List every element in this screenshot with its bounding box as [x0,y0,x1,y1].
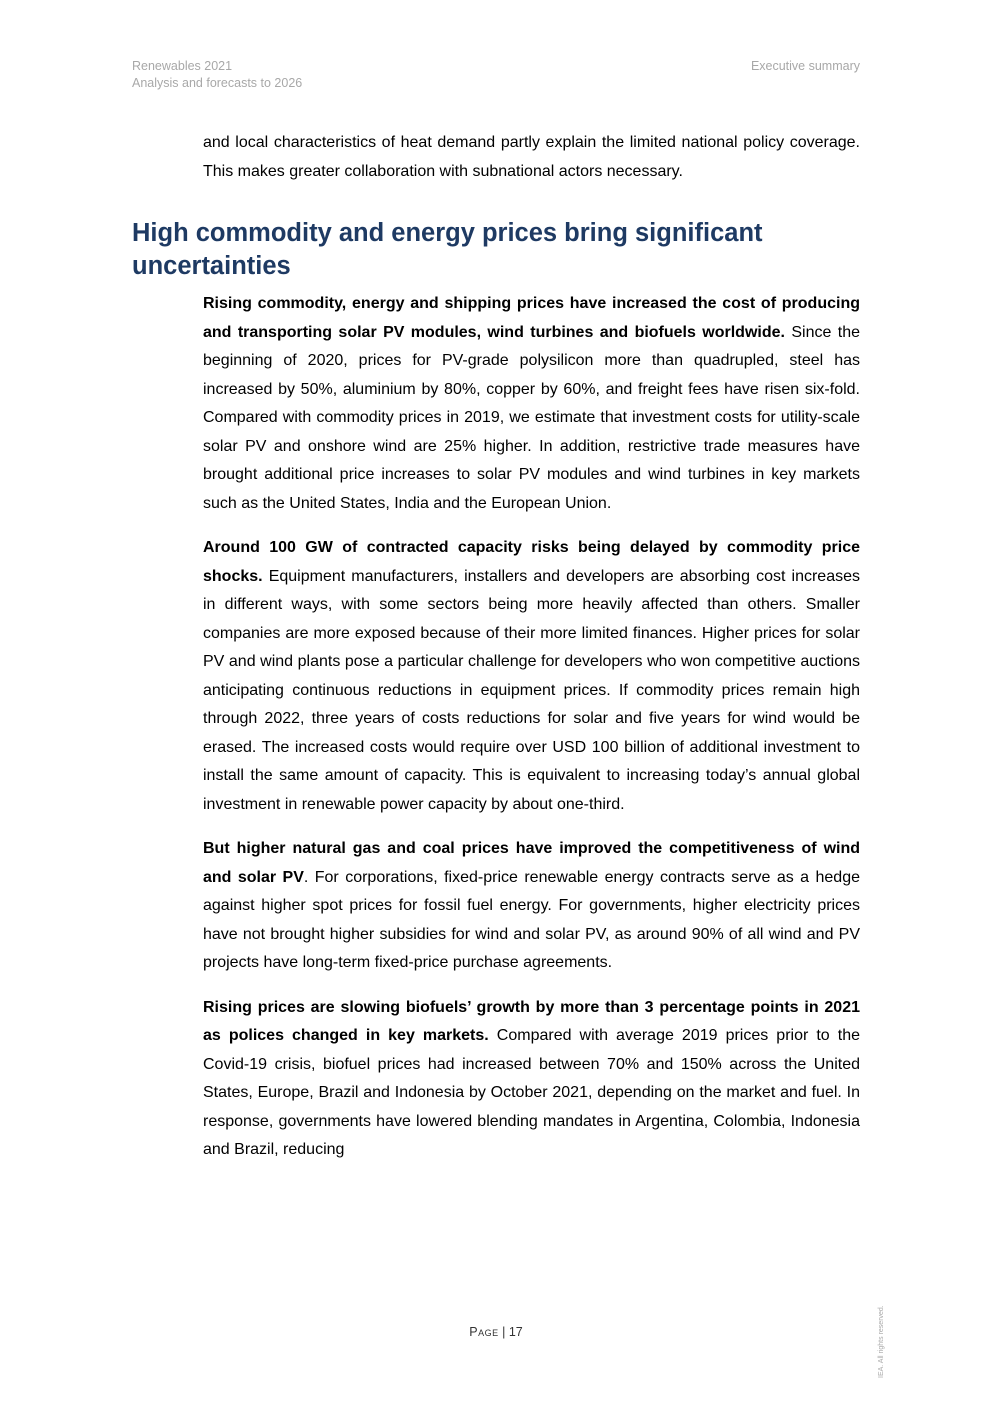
paragraph-lead-bold: Rising prices are slowing biofuels’ growth by more than 3 percentage points in 2021 as polices changed in key markets. [203,998,860,1044]
paragraph-text: Since the beginning of 2020, prices for PV-grade polysilicon more than quadrupled, steel has increased by 50%, aluminium by 80%, copper by 60%, and freight fees have risen six-fold. Compared with commodity prices in 2019, we estimate that investment costs for utility-scale solar PV and onshore wind are 25% higher. In addition, restrictive trade measures have brought additional price increases to solar PV modules and wind turbines in key markets such as the United States, India and the European Union. [203,323,861,512]
report-subtitle: Analysis and forecasts to 2026 [132,76,303,90]
paragraph-biofuels [203,994,860,1165]
page-label: Page [469,1325,499,1339]
page-footer [0,1325,992,1339]
paragraph-text: Equipment manufacturers, installers and developers are absorbing cost increases in different ways, with some sectors being more heavily affected than others. Smaller companies are more exposed because of their more limited finances. Higher prices for solar PV and wind plants pose a particular challenge for developers who won competitive auctions anticipating continuous reductions in equipment prices. If commodity prices remain high through 2022, three years of costs reductions for solar and five years for wind would be erased. The increased costs would require over USD 100 billion of additional investment to install the same amount of capacity. This is equivalent to increasing today’s annual global investment in renewable power capacity by about one-third. [203,567,860,813]
paragraph-lead-bold: But higher natural gas and coal prices have improved the competitiveness of wind and solar PV [203,840,860,886]
continued-paragraph: and local characteristics of heat demand partly explain the limited national policy coverage. This makes greater collaboration with subnational actors necessary. [203,134,860,180]
paragraph-lead-bold: Around 100 GW of contracted capacity risks being delayed by commodity price shocks. [203,539,860,585]
copyright-notice: IEA. All rights reserved. [878,1305,885,1378]
paragraph-commodity-prices [203,290,860,518]
running-header-right [751,58,860,75]
running-header-left [132,58,302,92]
paragraph-competitiveness [203,835,860,978]
section-heading: High commodity and energy prices bring significant uncertainties [132,219,763,280]
paragraph-text: . For corporations, fixed-price renewable energy contracts serve as a hedge against higher spot prices for fossil fuel energy. For governments, higher electricity prices have not brought higher subsidies for wind and solar PV, as around 90% of all wind and PV projects have long-term fixed-price purchase agreements. [203,868,860,971]
paragraph-contracted-capacity [203,534,860,819]
page-number: 17 [508,1325,523,1339]
paragraph-lead-bold: Rising commodity, energy and shipping prices have increased the cost of producing and transporting solar PV modules, wind turbines and biofuels worldwide. [203,295,860,341]
paragraph-text: Compared with average 2019 prices prior to the Covid-19 crisis, biofuel prices had increased between 70% and 150% across the United States, Europe, Brazil and Indonesia by October 2021, depending on the market and fuel. In response, governments have lowered blending mandates in Argentina, Colombia, Indonesia and Brazil, reducing [203,1027,861,1158]
body-text [203,290,860,1181]
section-name: Executive summary [750,59,860,73]
page-separator: | [498,1325,509,1339]
report-title: Renewables 2021 [132,59,233,73]
